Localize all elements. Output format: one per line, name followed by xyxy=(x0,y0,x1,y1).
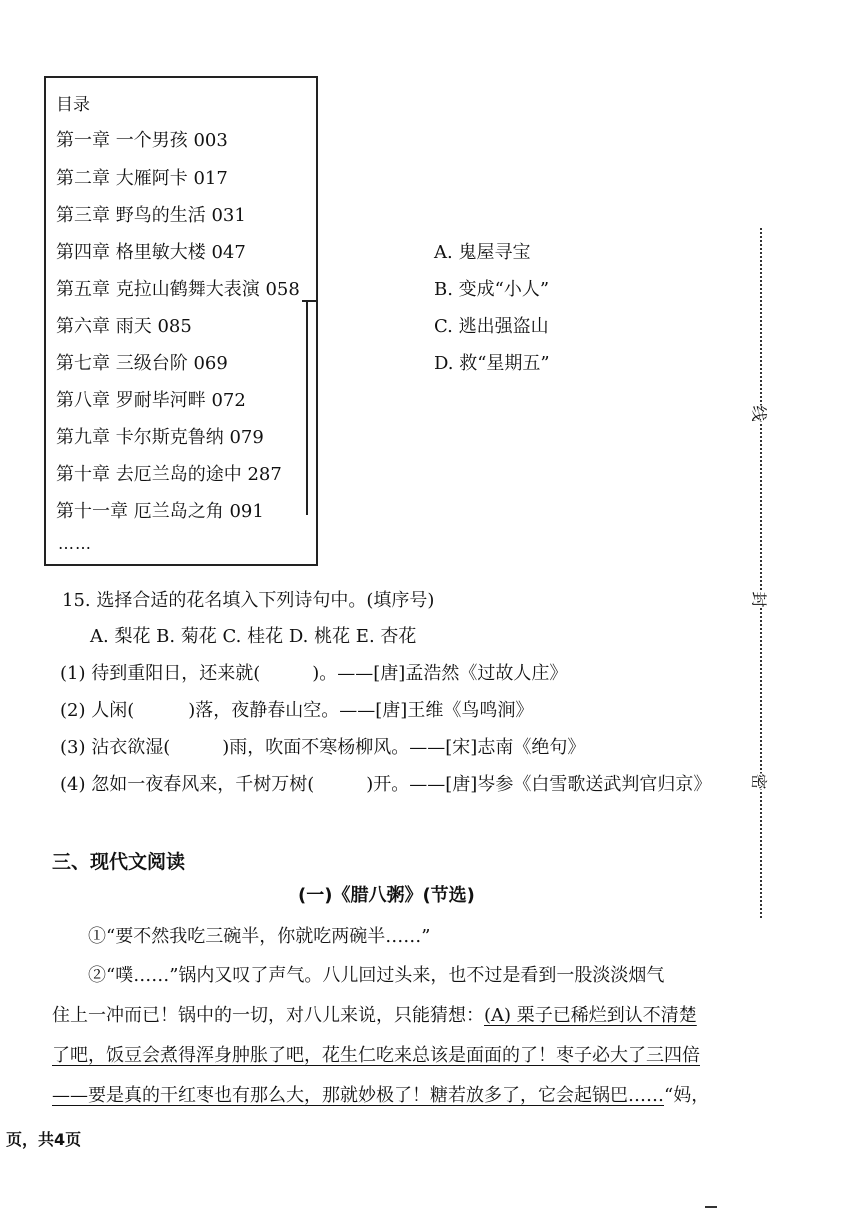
toc-item: 第九章 卡尔斯克鲁纳 079 xyxy=(56,427,264,448)
line-text: )。——[唐]孟浩然《过故人庄》 xyxy=(312,663,568,684)
toc-item: 第五章 克拉山鹤舞大表演 058 xyxy=(56,279,300,300)
toc-divider xyxy=(306,302,308,515)
line-text: )开。——[唐]岑参《白雪歌送武判官归京》 xyxy=(366,774,712,795)
underlined-text: ——要是真的干红枣也有那么大，那就妙极了！糖若放多了，它会起锅巴…… xyxy=(52,1085,664,1106)
underlined-text: (A) 栗子已稀烂到认不清楚 xyxy=(484,1005,697,1026)
toc-item: 第十章 去厄兰岛的途中 287 xyxy=(56,464,282,485)
line-text: (4) 忽如一夜春风来，千树万树( xyxy=(60,774,315,795)
toc-item: 第四章 格里敏大楼 047 xyxy=(56,242,246,263)
question-line xyxy=(60,696,533,722)
section-title: 三、现代文阅读 xyxy=(52,851,186,873)
binding-char: 线 xyxy=(747,405,774,421)
question-line xyxy=(60,733,585,759)
option-c: C. 逃出强盗山 xyxy=(434,316,549,337)
passage-title: (一)《腊八粥》(节选) xyxy=(298,885,475,906)
binding-dotted-line xyxy=(760,228,762,918)
passage-line xyxy=(52,1041,742,1067)
toc-item: 第一章 一个男孩 003 xyxy=(56,130,228,151)
toc-item: 第十一章 厄兰岛之角 091 xyxy=(56,501,264,522)
question-stem: 15. 选择合适的花名填入下列诗句中。(填序号) xyxy=(62,590,435,611)
passage-paragraph: ②“噗……”锅内又叹了声气。八儿回过头来，也不过是看到一股淡淡烟气 xyxy=(88,965,665,986)
option-d: D. 救“星期五” xyxy=(434,353,550,374)
passage-line xyxy=(52,1001,742,1027)
passage-text: “妈， xyxy=(664,1085,710,1106)
table-of-contents-box xyxy=(44,76,318,566)
question-line xyxy=(60,770,711,796)
corner-mark xyxy=(705,1206,717,1208)
binding-char: 封 xyxy=(747,591,774,607)
toc-item: 第六章 雨天 085 xyxy=(56,316,192,337)
underlined-text: 了吧，饭豆会煮得浑身肿胀了吧，花生仁吃来总该是面面的了！枣子必大了三四倍 xyxy=(52,1045,700,1066)
line-text: (2) 人闲( xyxy=(60,700,135,721)
toc-item: 第八章 罗耐毕河畔 072 xyxy=(56,390,246,411)
toc-item: 第三章 野鸟的生活 031 xyxy=(56,205,246,226)
binding-char: 密 xyxy=(747,773,774,789)
question-line xyxy=(60,659,567,685)
option-b: B. 变成“小人” xyxy=(434,279,550,300)
line-text: )雨，吹面不寒杨柳风。——[宋]志南《绝句》 xyxy=(222,737,586,758)
toc-divider xyxy=(302,300,316,302)
page-footer: 页，共4页 xyxy=(6,1130,82,1149)
toc-item: 第二章 大雁阿卡 017 xyxy=(56,168,228,189)
line-text: (3) 沾衣欲湿( xyxy=(60,737,171,758)
line-text: (1) 待到重阳日，还来就( xyxy=(60,663,261,684)
question-choices: A. 梨花 B. 菊花 C. 桂花 D. 桃花 E. 杏花 xyxy=(90,626,417,647)
passage-paragraph: ①“要不然我吃三碗半，你就吃两碗半……” xyxy=(88,926,431,947)
passage-line xyxy=(52,1081,742,1107)
passage-text: 住上一冲而已！锅中的一切，对八儿来说，只能猜想： xyxy=(52,1005,484,1026)
line-text: )落，夜静春山空。——[唐]王维《鸟鸣涧》 xyxy=(188,700,534,721)
toc-item: 第七章 三级台阶 069 xyxy=(56,353,228,374)
toc-ellipsis: …… xyxy=(58,534,92,553)
option-a: A. 鬼屋寻宝 xyxy=(434,242,531,263)
toc-title: 目录 xyxy=(56,95,90,115)
